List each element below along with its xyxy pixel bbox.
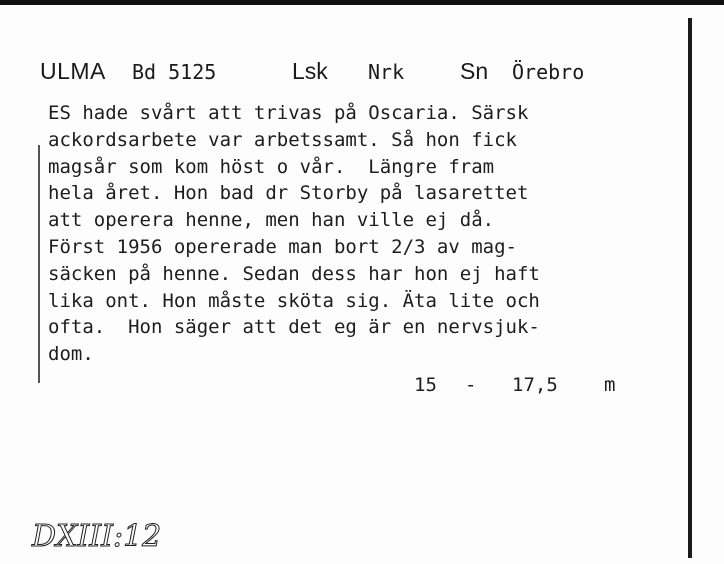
body-line: magsår som kom höst o vår. Längre fram: [48, 155, 495, 178]
body-line: dom.: [48, 343, 94, 366]
card-right-edge: [688, 18, 692, 558]
volume-number: Bd 5125: [132, 60, 217, 84]
sn-label: Sn: [460, 58, 489, 84]
body-line: ackordsarbete var arbetssamt. Så hon fick: [48, 128, 517, 151]
body-line: säcken på henne. Sedan dess har hon ej haft: [48, 262, 540, 285]
body-line: ofta. Hon säger att det eg är en nervsjuk-: [48, 316, 540, 339]
body-line: ES hade svårt att trivas på Oscaria. Särsk: [48, 102, 529, 124]
archive-name: ULMA: [40, 58, 106, 84]
place-name: Örebro: [512, 60, 585, 84]
card-body-text: [48, 100, 540, 368]
body-line: lika ont. Hon måste sköta sig. Äta lite och: [48, 289, 540, 312]
signature-text: DXIII:12: [32, 519, 162, 554]
body-line: hela året. Hon bad dr Storby på lasarettet: [48, 182, 529, 205]
measure-to: 17,5: [512, 374, 558, 396]
measure-from: 15: [414, 374, 437, 396]
nrk-label: Nrk: [368, 60, 405, 84]
measure-unit: m: [604, 374, 616, 396]
margin-pencil-mark: [38, 145, 40, 383]
handwritten-signature: [30, 512, 170, 556]
card-top-edge: [0, 0, 724, 5]
body-line: att operera henne, men han ville ej då.: [48, 209, 495, 232]
lsk-label: Lsk: [292, 58, 328, 84]
measure-dash: -: [465, 374, 477, 396]
body-line: Först 1956 opererade man bort 2/3 av mag-: [48, 235, 517, 258]
